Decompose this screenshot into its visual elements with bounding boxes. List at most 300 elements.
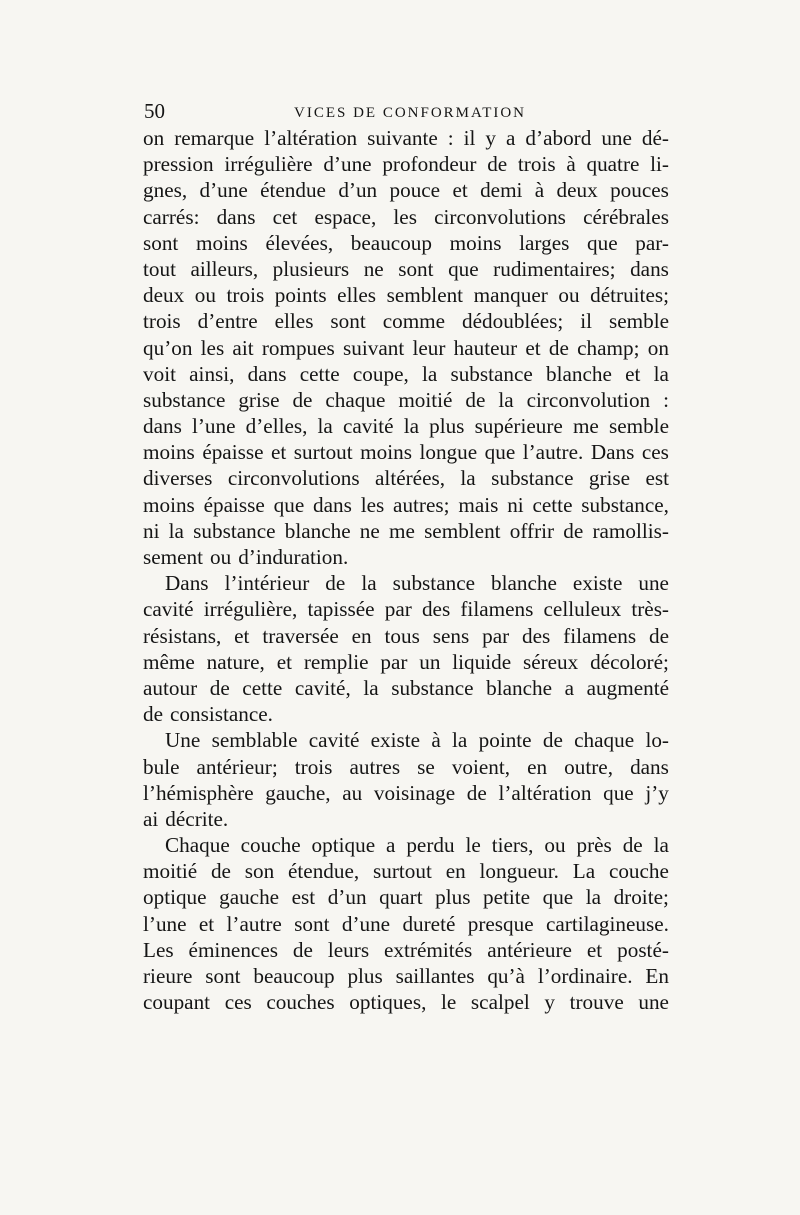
text-word: Chaque [165, 833, 230, 858]
text-line [143, 492, 669, 518]
text-word: quatre [586, 152, 640, 177]
text-word: cavité [143, 597, 194, 622]
text-word: est [645, 466, 669, 491]
text-word: d’entre [197, 309, 258, 334]
text-word: a [564, 675, 575, 700]
text-word: étendue, [288, 859, 360, 884]
text-word: dans [630, 256, 669, 281]
text-word: que [587, 230, 618, 255]
text-word: rudimentaires; [493, 256, 616, 281]
text-word: li- [650, 152, 669, 177]
text-word: ait [232, 335, 254, 360]
text-word: me [572, 414, 599, 439]
text-word: la [653, 361, 669, 386]
text-word: traversée [262, 623, 339, 648]
text-line [143, 780, 669, 806]
text-word: larges [519, 230, 570, 255]
text-word: une [638, 990, 669, 1015]
text-word: autres [349, 754, 401, 779]
text-line [143, 832, 669, 858]
text-line [143, 858, 669, 884]
text-word: sont [143, 230, 179, 255]
text-line [143, 754, 669, 780]
text-word: pointe [478, 728, 532, 753]
text-word: antérieur; [196, 754, 278, 779]
text-word: séreux [522, 649, 579, 674]
text-word: la [168, 518, 184, 543]
text-word: d’elles, [245, 414, 308, 439]
text-word: trois [294, 754, 333, 779]
text-word: et [198, 911, 215, 936]
text-word: presque [467, 911, 534, 936]
text-word: voit [143, 361, 176, 386]
text-word: par [380, 649, 408, 674]
text-word: à [431, 728, 441, 753]
text-word: pouce [389, 178, 441, 203]
text-word: circonvolution [526, 387, 651, 412]
text-word: substance [391, 675, 474, 700]
text-word: semblent [386, 283, 464, 308]
page-header [144, 99, 670, 125]
body-text [143, 125, 669, 1015]
text-word: la [653, 833, 669, 858]
text-word: substance, [581, 492, 669, 517]
text-word: éminences [188, 937, 278, 962]
text-word: moins [449, 230, 502, 255]
text-word: y [485, 126, 497, 150]
text-word: beaucoup [253, 964, 335, 988]
text-word: substance [392, 571, 475, 596]
text-word: nature, [206, 649, 265, 674]
text-word: tous [384, 623, 420, 648]
text-line [143, 701, 669, 727]
text-word: la [498, 387, 514, 412]
text-word: d’induration. [238, 545, 349, 569]
text-word: la [361, 571, 377, 596]
text-line [143, 413, 669, 439]
text-word: voisinage [373, 780, 456, 805]
text-word: optique [143, 885, 207, 910]
text-word: comme [382, 309, 446, 334]
text-word: et [234, 623, 250, 648]
text-word: surtout [293, 440, 353, 465]
text-word: d’une [199, 178, 248, 203]
text-word: elles [337, 283, 376, 308]
text-word: Dans [165, 571, 209, 596]
text-word: moitié [398, 387, 453, 412]
text-word: dans [313, 492, 352, 517]
text-word: que [484, 440, 516, 465]
text-word: de [542, 728, 563, 753]
text-word: épaisse [203, 492, 265, 517]
text-word: Les [143, 937, 174, 962]
text-word: leur [412, 335, 446, 360]
text-line [143, 884, 669, 910]
text-word: son [244, 859, 275, 884]
text-word: un [419, 649, 441, 674]
text-word: remplie [303, 649, 369, 674]
text-word: consistance. [170, 702, 273, 727]
text-word: ni [143, 518, 160, 543]
page-number: 50 [144, 99, 165, 123]
text-word: ai [143, 806, 159, 831]
text-word: par- [635, 230, 669, 255]
text-word: extrémités [384, 937, 473, 962]
text-word: le [465, 833, 481, 858]
text-word: demi [480, 178, 523, 203]
text-word: tout [143, 256, 176, 281]
text-word: substance [450, 361, 533, 386]
text-word: étendue [260, 178, 326, 203]
text-word: de [210, 859, 231, 884]
text-word: de [548, 335, 569, 360]
text-line [143, 387, 669, 413]
text-word: chaque [325, 387, 386, 412]
text-word: saillantes [395, 964, 475, 988]
text-word: Dans [590, 440, 635, 465]
text-word: altérées, [375, 466, 446, 491]
text-word: filamens [563, 623, 637, 648]
text-word: dans [143, 414, 182, 439]
text-word: coupant [143, 990, 211, 1015]
text-word: qu’à [487, 964, 525, 988]
text-word: de [487, 152, 508, 177]
text-word: ces [224, 990, 252, 1015]
text-word: circonvolutions [227, 466, 360, 491]
text-word: par [482, 623, 510, 648]
text-word: ces [641, 440, 669, 465]
text-word: qu’on [143, 335, 193, 360]
text-line [143, 937, 669, 963]
text-word: ne [363, 256, 384, 281]
text-word: j’y [645, 780, 669, 805]
text-word: ainsi, [189, 361, 235, 386]
text-word: gauche [219, 885, 280, 910]
text-word: résistans, [143, 623, 222, 648]
text-word: pression [143, 152, 214, 177]
text-word: blanche [486, 675, 553, 700]
text-word: : [447, 126, 454, 150]
text-word: près [576, 833, 612, 858]
text-word: sont [330, 309, 366, 334]
text-word: beaucoup [350, 230, 432, 255]
text-word: antérieure [487, 937, 572, 962]
text-word: de [209, 675, 230, 700]
text-word: trouve [569, 990, 624, 1015]
text-word: deux [556, 178, 598, 203]
text-word: la [585, 885, 602, 910]
text-word: les [360, 492, 385, 517]
text-word: la [452, 728, 468, 753]
text-word: des [522, 623, 551, 648]
text-word: moitié [143, 859, 198, 884]
text-word: dans [216, 204, 256, 229]
text-word: semble [608, 414, 669, 439]
text-word: de [622, 833, 643, 858]
text-word: de [292, 387, 313, 412]
text-word: elles [274, 309, 314, 334]
text-line [143, 282, 669, 308]
text-word: ailleurs, [190, 256, 259, 281]
text-word: cartilagineuse. [545, 911, 669, 936]
text-word: on [647, 335, 669, 360]
text-word: me [388, 518, 415, 543]
text-word: et [625, 361, 641, 386]
text-word: diverses [143, 466, 213, 491]
text-word: offrir [509, 518, 555, 543]
text-word: cette [299, 361, 340, 386]
text-word: d’une [341, 911, 391, 936]
text-word: décoloré; [590, 649, 669, 674]
text-word: optiques, [349, 990, 427, 1015]
text-word: de [325, 571, 346, 596]
text-word: détruites; [590, 283, 669, 308]
text-word: Une [165, 728, 201, 753]
text-word: dans [247, 361, 287, 386]
text-word: est [291, 885, 316, 910]
text-word: ne [359, 518, 380, 543]
text-word: ni [507, 492, 524, 517]
text-word: les [200, 335, 225, 360]
text-word: il [463, 126, 476, 150]
text-word: irrégulière, [203, 597, 298, 622]
text-word: les [393, 204, 417, 229]
text-word: cavité, [294, 675, 351, 700]
text-word: et [452, 178, 468, 203]
text-word: que [603, 780, 634, 805]
text-word: longueur. [479, 859, 559, 884]
text-word: épaisse [202, 440, 264, 465]
text-word: posté- [617, 937, 669, 962]
text-word: cavité [308, 728, 360, 753]
text-word: ou [210, 545, 232, 569]
text-word: : [663, 387, 669, 412]
text-word: de [465, 387, 486, 412]
text-word: dureté [402, 911, 456, 936]
text-word: de [143, 702, 163, 727]
text-word: a [506, 126, 516, 150]
text-line [143, 308, 669, 334]
text-line [143, 151, 669, 177]
text-word: hauteur [453, 335, 518, 360]
text-word: au [342, 780, 363, 805]
text-word: existe [370, 728, 421, 753]
text-word: blanche [546, 361, 612, 386]
text-word: gnes, [143, 178, 188, 203]
text-word: une [601, 126, 632, 150]
text-line [143, 727, 669, 753]
text-word: décrite. [165, 806, 229, 831]
text-word: autour [143, 675, 198, 700]
text-word: que [448, 256, 479, 281]
text-word: circonvolutions [434, 204, 566, 229]
text-word: semblent [424, 518, 501, 543]
text-word: on [143, 126, 165, 150]
text-word: champ; [577, 335, 640, 360]
text-word: points [274, 283, 327, 308]
text-word: d’une [323, 152, 372, 177]
text-word: de [563, 518, 584, 543]
text-word: suivant [343, 335, 405, 360]
text-line [143, 177, 669, 203]
text-word: gauche, [265, 780, 331, 805]
text-word: l’altération [264, 126, 358, 150]
text-word: et [271, 440, 287, 465]
text-word: l’intérieur [224, 571, 310, 596]
text-word: l’altération [498, 780, 592, 805]
text-word: quart [379, 885, 423, 910]
text-word: remarque [174, 126, 255, 150]
text-word: blanche [284, 518, 351, 543]
text-word: l’autre [226, 911, 282, 936]
text-word: rompues [261, 335, 335, 360]
text-word: pouces [610, 178, 669, 203]
text-line [143, 806, 669, 832]
text-word: dédoublées; [462, 309, 564, 334]
text-word: supérieure [474, 414, 563, 439]
text-line [143, 911, 669, 937]
text-word: couche [240, 833, 301, 858]
text-word: voient, [451, 754, 511, 779]
text-word: longue [419, 440, 478, 465]
text-word: plusieurs [272, 256, 350, 281]
text-word: rieure [143, 964, 193, 988]
text-word: cavité [342, 414, 394, 439]
text-word: perdu [406, 833, 455, 858]
text-line [143, 518, 669, 544]
text-word: carrés: [143, 204, 200, 229]
text-word: coupe, [352, 361, 409, 386]
text-word: chaque [574, 728, 635, 753]
text-word: à [534, 178, 545, 203]
text-word: la [403, 414, 419, 439]
text-word: se [417, 754, 435, 779]
text-word: tapissée [307, 597, 375, 622]
text-word: profondeur [382, 152, 477, 177]
text-word: cette [242, 675, 283, 700]
text-word: ou [544, 833, 566, 858]
text-word: d’abord [525, 126, 592, 150]
text-word: tiers, [491, 833, 534, 858]
text-line [143, 465, 669, 491]
text-word: semble [608, 309, 669, 334]
text-word: surtout [373, 859, 432, 884]
text-word: très- [631, 597, 669, 622]
text-line [143, 204, 669, 230]
text-word: trois [517, 152, 556, 177]
text-line [143, 963, 669, 989]
text-line [143, 335, 669, 361]
text-word: semblable [211, 728, 298, 753]
text-word: liquide [452, 649, 512, 674]
text-word: a [386, 833, 396, 858]
text-word: sont [398, 256, 434, 281]
text-word: couche [608, 859, 669, 884]
text-word: grise [238, 387, 280, 412]
text-line [143, 361, 669, 387]
text-word: autres; [393, 492, 450, 517]
text-word: de [466, 780, 487, 805]
text-word: d’un [327, 885, 367, 910]
text-word: cette [532, 492, 573, 517]
text-word: En [645, 964, 669, 988]
text-word: une [638, 571, 669, 596]
text-word: en [527, 754, 548, 779]
text-word: que [273, 492, 305, 517]
text-word: de [649, 623, 669, 648]
text-word: l’hémisphère [143, 780, 254, 805]
text-word: sont [294, 911, 330, 936]
text-word: la [421, 361, 438, 386]
text-word: blanche [491, 571, 557, 596]
text-word: leurs [327, 937, 370, 962]
text-word: substance [491, 466, 574, 491]
text-word: moins [143, 440, 195, 465]
text-word: celluleux [543, 597, 622, 622]
text-word: petite [483, 885, 531, 910]
text-word: même [143, 649, 195, 674]
text-word: la [460, 466, 476, 491]
text-word: substance [143, 387, 226, 412]
text-word: manquer [473, 283, 548, 308]
text-word: en [445, 859, 466, 884]
text-word: et [525, 335, 541, 360]
text-word: cet [272, 204, 298, 229]
text-word: grise [588, 466, 631, 491]
text-word: plus [347, 964, 383, 988]
text-word: irrégulière [224, 152, 313, 177]
text-word: la [317, 414, 333, 439]
text-line [143, 125, 669, 151]
text-word: trois [143, 309, 181, 334]
text-line [143, 570, 669, 596]
text-word: des [421, 597, 451, 622]
text-word: ramollis- [592, 518, 669, 543]
text-word: filamens [460, 597, 534, 622]
text-word: le [441, 990, 457, 1015]
text-word: deux [143, 283, 185, 308]
text-word: par [384, 597, 412, 622]
text-word: sont [205, 964, 241, 988]
text-line [143, 544, 669, 570]
running-head: VICES DE CONFORMATION [294, 105, 527, 121]
text-word: lo- [645, 728, 669, 753]
text-word: il [580, 309, 592, 334]
text-word: espace, [314, 204, 377, 229]
text-word: la [363, 675, 379, 700]
text-line [143, 230, 669, 256]
text-word: l’une [191, 414, 236, 439]
text-word: l’une [143, 911, 187, 936]
text-word: l’autre. [522, 440, 584, 465]
text-word: l’ordinaire. [537, 964, 633, 988]
text-line [143, 256, 669, 282]
text-word: couches [266, 990, 335, 1015]
text-word: La [572, 859, 596, 884]
text-line [143, 623, 669, 649]
text-word: moins [143, 492, 195, 517]
text-word: trois [226, 283, 265, 308]
text-word: sens [432, 623, 470, 648]
text-line [143, 439, 669, 465]
text-word: augmenté [586, 675, 669, 700]
text-word: et [586, 937, 603, 962]
text-word: ou [558, 283, 580, 308]
text-word: que [542, 885, 574, 910]
text-word: d’un [338, 178, 378, 203]
text-word: moins [196, 230, 248, 255]
text-word: existe [572, 571, 623, 596]
